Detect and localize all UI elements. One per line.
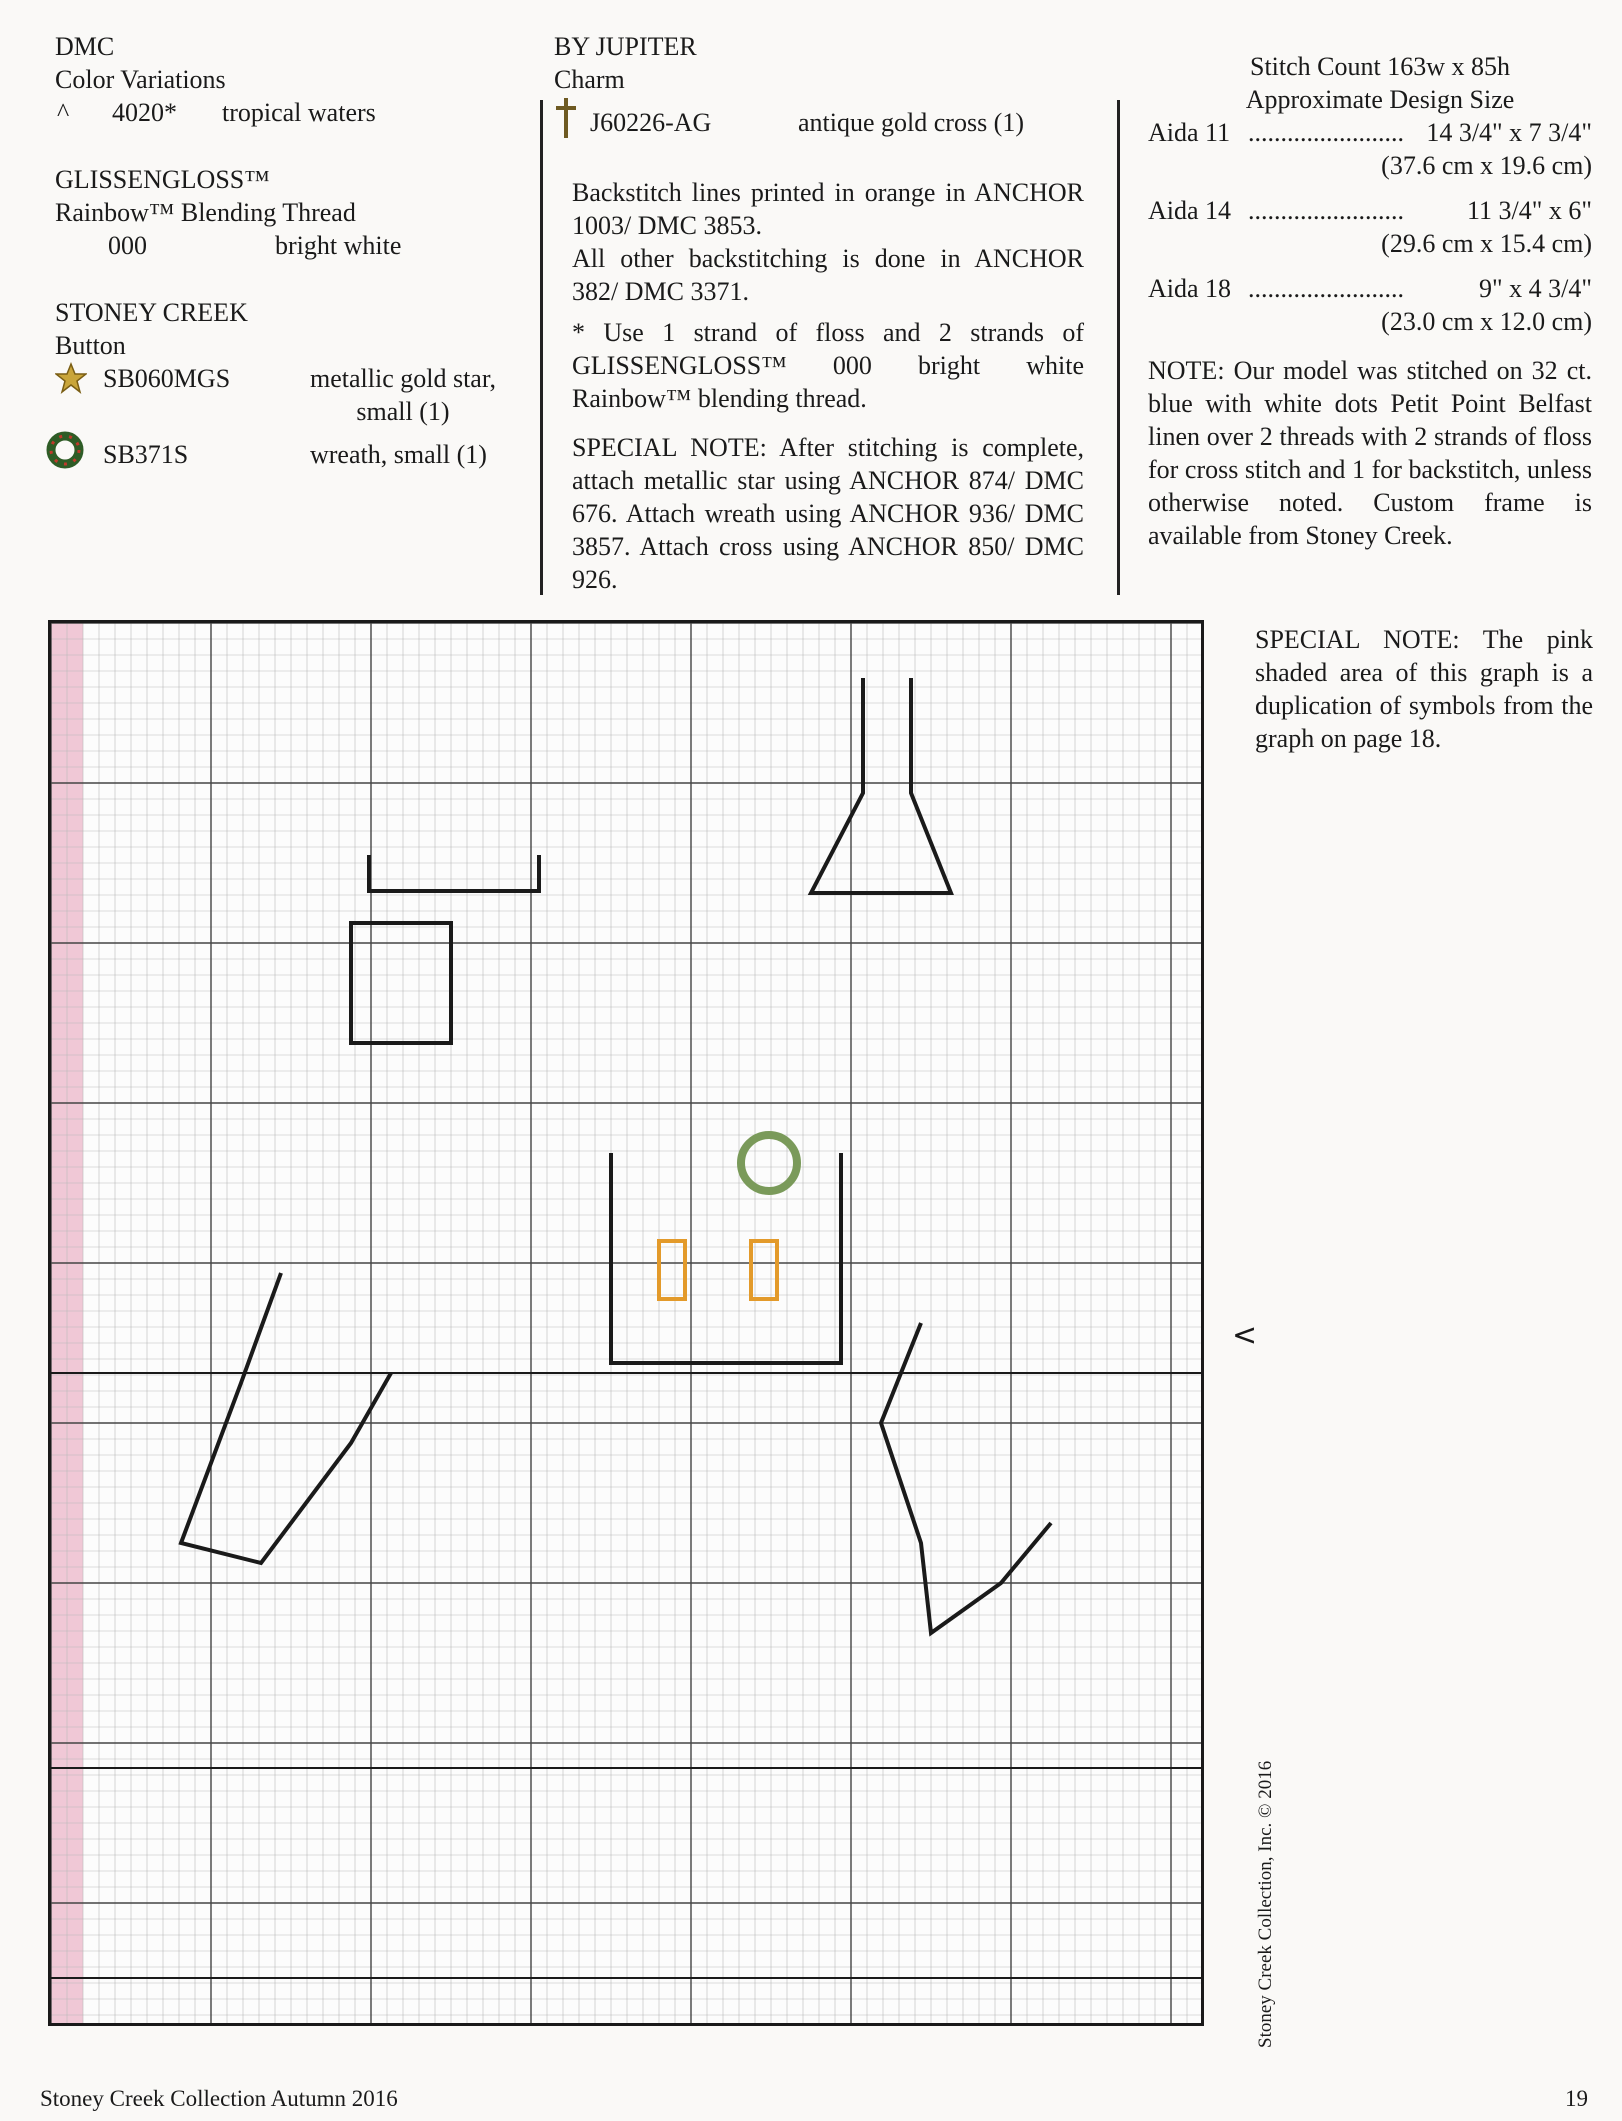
wreath-icon xyxy=(43,428,91,480)
glisten-section xyxy=(55,163,525,262)
special-note-text: After stitching is complete, attach metallic star using ANCHOR 874/ DMC 676. Attach wreath using ANCHOR 936/ DMC 3857. Attach cross using ANCHOR 850/ DMC 926. xyxy=(572,433,1084,594)
column-divider-right xyxy=(1117,100,1120,595)
wreath-mark xyxy=(741,1135,797,1191)
stoney-star-code: SB060MGS xyxy=(103,364,231,393)
jupiter-desc: antique gold cross (1) xyxy=(798,107,1025,137)
backstitch-note-2: All other backstitching is done in ANCHOR 382/ DMC 3371. xyxy=(572,244,1084,306)
strands-note: * Use 1 strand of floss and 2 strands of GLISSENGLOSS™ 000 bright white Rainbow™ blending thread. xyxy=(572,318,1084,413)
dmc-symbol: ^ xyxy=(57,98,70,127)
church-spire xyxy=(811,678,951,893)
cross-icon xyxy=(554,96,590,148)
glisten-code: 000 xyxy=(108,231,147,260)
model-note: NOTE: Our model was stitched on 32 ct. blue with white dots Petit Point Belfast linen over 2 threads with 2 strands of floss for cross stitch and 1 for backstitch, unless otherwise noted. Custom frame is available from Stoney Creek. xyxy=(1148,356,1592,550)
jupiter-subheading: Charm xyxy=(554,65,625,94)
grid-minor-lines xyxy=(51,623,1201,2023)
backstitch-note-1: Backstitch lines printed in orange in ANCHOR 1003/ DMC 3853. xyxy=(572,178,1084,240)
chart-motif xyxy=(51,678,1201,1978)
stoney-subheading: Button xyxy=(55,331,126,360)
skater-left xyxy=(181,1273,391,1563)
jupiter-heading: BY JUPITER xyxy=(554,32,697,61)
dmc-code: 4020* xyxy=(112,98,177,127)
chart-grid xyxy=(51,623,1201,2023)
grid-major-lines xyxy=(51,623,1201,2023)
size-section xyxy=(1148,50,1592,552)
stoney-item-wreath xyxy=(55,428,535,480)
castle-outline xyxy=(351,855,539,1043)
pink-note xyxy=(1255,623,1593,755)
page-number: 19 xyxy=(1565,2086,1588,2111)
jupiter-charm-row xyxy=(554,96,1089,148)
approx-size: Approximate Design Size xyxy=(1245,85,1515,114)
stoney-item-star xyxy=(55,362,535,428)
stitch-count: Stitch Count 163w x 85h xyxy=(1249,52,1510,81)
glisten-color-name: bright white xyxy=(275,231,402,260)
gold-star-icon xyxy=(55,362,103,402)
pink-note-label: SPECIAL NOTE: xyxy=(1255,625,1460,654)
window-left xyxy=(659,1241,685,1299)
column-divider-left xyxy=(540,100,543,595)
skater-right xyxy=(881,1323,1051,1633)
jupiter-section xyxy=(554,30,1089,148)
glisten-heading: GLISSENGLOSS™ xyxy=(55,165,270,194)
size-row-aida18: Aida 18 ........................ 9" x 4 3/4" (23.0 cm x 12.0 cm) xyxy=(1148,274,1592,336)
dmc-subheading: Color Variations xyxy=(55,65,226,94)
jupiter-code: J60226-AG xyxy=(590,107,712,137)
special-note xyxy=(572,431,1084,596)
dmc-color-name: tropical waters xyxy=(222,98,376,127)
special-note-label: SPECIAL NOTE: xyxy=(572,433,767,462)
notes-section xyxy=(572,176,1084,596)
footer-title: Stoney Creek Collection Autumn 2016 xyxy=(40,2086,398,2111)
pink-note-text: The pink shaded area of this graph is a duplication of symbols from the graph on page 18. xyxy=(1255,625,1593,753)
dmc-color-row xyxy=(55,96,525,129)
stoney-wreath-desc: wreath, small (1) xyxy=(310,439,487,469)
church-body xyxy=(611,1153,841,1363)
dmc-heading: DMC xyxy=(55,32,115,61)
cross-stitch-chart xyxy=(48,620,1204,2026)
dmc-section xyxy=(55,30,525,129)
size-row-aida14: Aida 14 ........................ 11 3/4" x 6" (29.6 cm x 15.4 cm) xyxy=(1148,196,1592,258)
copyright-credit: Stoney Creek Collection, Inc. © 2016 xyxy=(1255,1760,1276,2048)
glisten-subheading: Rainbow™ Blending Thread xyxy=(55,198,356,227)
stoney-heading: STONEY CREEK xyxy=(55,298,248,327)
glisten-color-row xyxy=(55,229,525,262)
stoney-wreath-code: SB371S xyxy=(103,439,189,469)
size-row-aida11: Aida 11 ........................ 14 3/4" x 7 3/4" (37.6 cm x 19.6 cm) xyxy=(1148,118,1592,180)
stoney-star-desc: metallic gold star, small (1) xyxy=(310,364,496,426)
stoney-section xyxy=(55,296,535,480)
center-marker: < xyxy=(1232,1318,1258,1353)
